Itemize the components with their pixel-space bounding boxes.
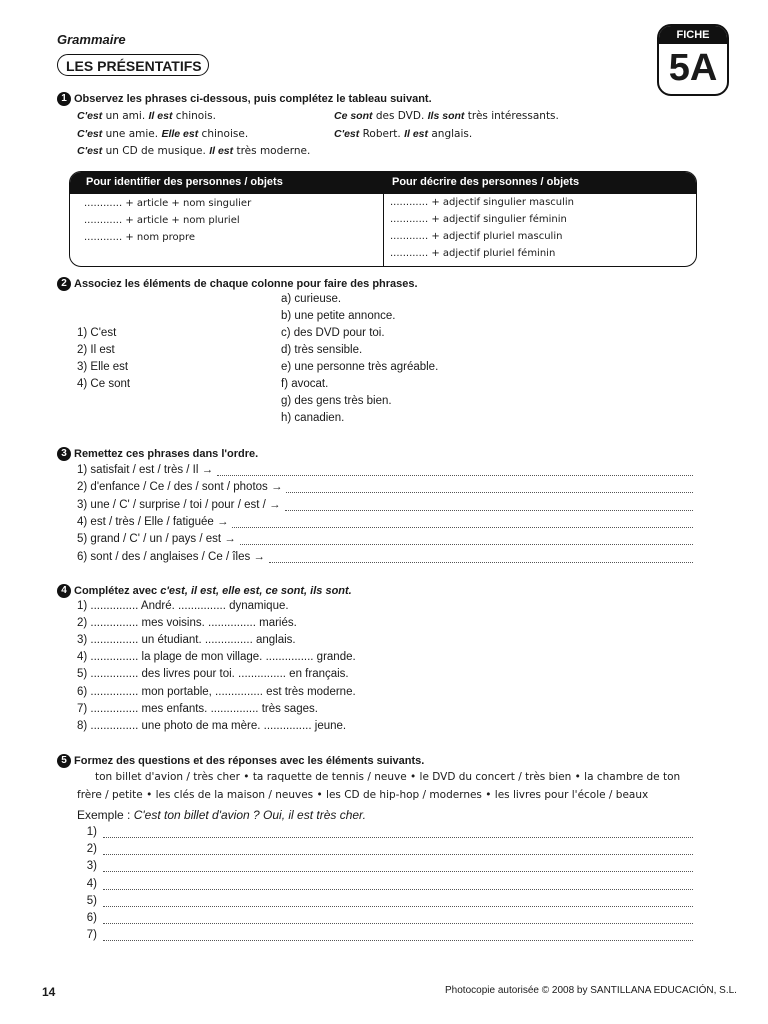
example-text: très moderne.	[233, 145, 311, 157]
answer-line	[103, 843, 693, 855]
example-keyword: C'est	[334, 127, 360, 140]
answer-line	[269, 551, 693, 563]
fill-item: 3) ............... un étudiant. ............... anglais.	[77, 634, 296, 647]
answer-item	[77, 843, 693, 855]
fill-item: 4) ............... la plage de mon village. ............... grande.	[77, 651, 356, 664]
example-text: Robert.	[359, 127, 405, 140]
answer-number: 6)	[86, 912, 97, 924]
ex4-instruction-text: Complétez avec	[74, 585, 161, 597]
table-header	[70, 172, 696, 194]
example-text: chinoise.	[198, 127, 249, 140]
example-text: très intéressants.	[464, 110, 559, 122]
order-words: 3) une / C' / surprise / toi / pour / est / →	[77, 498, 281, 511]
answer-item	[77, 912, 693, 924]
ex5-example-label: Exemple :	[77, 808, 134, 822]
page-number: 14	[42, 985, 56, 999]
ex5-elements-line2: frère / petite • les clés de la maison / neuves • les CD de hip-hop / modernes • les livres pour l'école / beaux	[77, 789, 649, 801]
table-cell: ............ + adjectif pluriel féminin	[390, 248, 556, 259]
page-title: LES PRÉSENTATIFS	[57, 54, 209, 76]
completion-item: b) une petite annonce.	[281, 310, 396, 322]
example-text: chinois.	[172, 110, 216, 122]
completion-item: g) des gens très bien.	[281, 395, 392, 407]
answer-number: 7)	[86, 929, 97, 942]
table-cell: ............ + adjectif pluriel masculin	[390, 231, 563, 242]
completion-item: c) des DVD pour toi.	[281, 327, 385, 339]
example-keyword: Ils sont	[427, 110, 465, 122]
example-keyword: C'est	[77, 145, 103, 157]
order-item	[77, 516, 693, 528]
example-sentence	[77, 128, 310, 146]
answer-line	[103, 929, 693, 941]
example-keyword: C'est	[77, 127, 103, 140]
order-words: 2) d'enfance / Ce / des / sont / photos →	[77, 481, 283, 494]
order-words: 4) est / très / Elle / fatiguée →	[77, 515, 229, 528]
order-item	[77, 533, 693, 545]
example-sentence	[334, 128, 559, 146]
example-keyword: Il est	[148, 110, 173, 122]
example-text: anglais.	[428, 127, 473, 140]
ex1-table	[69, 171, 697, 267]
fill-item: 6) ............... mon portable, ............... est très moderne.	[77, 685, 356, 698]
example-keyword: Ce sont	[334, 110, 373, 122]
example-sentence	[77, 145, 310, 163]
answer-line	[285, 499, 693, 511]
fill-item: 7) ............... mes enfants. ............... très sages.	[77, 702, 318, 715]
example-keyword: Elle est	[161, 127, 199, 140]
answer-item	[77, 826, 693, 838]
answer-line	[286, 481, 693, 493]
ex2-instruction	[57, 277, 418, 291]
ex1-instruction-text: Observez les phrases ci-dessous, puis complétez le tableau suivant.	[74, 93, 432, 105]
answer-number: 4)	[86, 877, 97, 890]
answer-item	[77, 860, 693, 872]
completion-item: h) canadien.	[281, 412, 345, 424]
ex3-instruction-text: Remettez ces phrases dans l'ordre.	[74, 448, 259, 460]
ex1-examples-right	[334, 110, 559, 145]
example-text: un CD de musique.	[102, 145, 210, 157]
answer-number: 5)	[86, 894, 97, 907]
ex5-elements-line1: ton billet d'avion / très cher • ta raquette de tennis / neuve • le DVD du concert / très bien • la chambre de ton	[95, 771, 681, 783]
ex5-instruction-text: Formez des questions et des réponses avec les éléments suivants.	[74, 755, 425, 767]
answer-item	[77, 895, 693, 907]
subject-item: 2) Il est	[77, 344, 115, 356]
example-keyword: C'est	[77, 110, 103, 122]
order-words: 1) satisfait / est / très / Il →	[77, 464, 214, 476]
fiche-badge	[657, 24, 729, 96]
order-item	[77, 481, 693, 493]
example-sentence	[334, 110, 559, 128]
ex5-example-text: C'est ton billet d'avion ? Oui, il est très cher.	[133, 808, 366, 822]
copyright: Photocopie autorisée © 2008 by SANTILLANA EDUCACIÓN, S.L.	[445, 985, 737, 996]
answer-line	[232, 516, 693, 528]
ex5-example	[77, 808, 366, 822]
fill-item: 8) ............... une photo de ma mère. ............... jeune.	[77, 719, 347, 732]
ex1-number: 1	[57, 92, 71, 106]
order-words: 6) sont / des / anglaises / Ce / îles →	[77, 550, 265, 563]
example-keyword: Il est	[209, 145, 234, 157]
ex4-instruction-options: c'est, il est, elle est, ce sont, ils sont.	[160, 585, 352, 597]
answer-item	[77, 878, 693, 890]
example-keyword: Il est	[404, 127, 429, 140]
answer-number: 1)	[86, 826, 97, 838]
subject-item: 1) C'est	[77, 327, 117, 339]
answer-item	[77, 929, 693, 941]
ex2-number: 2	[57, 277, 71, 291]
table-cell: ............ + adjectif singulier féminin	[390, 214, 567, 225]
completion-item: a) curieuse.	[281, 293, 342, 305]
completion-item: f) avocat.	[281, 378, 329, 390]
order-item	[77, 551, 693, 563]
table-col2-header: Pour décrire des personnes / objets	[392, 176, 580, 188]
table-cell: ............ + nom propre	[84, 232, 196, 243]
answer-number: 2)	[86, 843, 97, 856]
ex4-instruction	[57, 584, 352, 598]
answer-number: 3)	[86, 860, 97, 873]
ex1-examples-left	[77, 110, 310, 163]
order-words: 5) grand / C' / un / pays / est →	[77, 533, 236, 546]
answer-line	[103, 895, 693, 907]
subject-item: 4) Ce sont	[77, 378, 131, 390]
answer-line	[103, 912, 693, 924]
order-item	[77, 499, 693, 511]
ex2-instruction-text: Associez les éléments de chaque colonne pour faire des phrases.	[74, 278, 418, 290]
answer-line	[240, 533, 693, 545]
example-sentence	[77, 110, 310, 128]
fill-item: 5) ............... des livres pour toi. ............... en français.	[77, 668, 349, 681]
table-divider	[383, 194, 384, 266]
answer-line	[103, 878, 693, 890]
ex3-number: 3	[57, 447, 71, 461]
answer-line	[217, 464, 693, 476]
table-cell: ............ + adjectif singulier masculin	[390, 197, 575, 208]
completion-item: e) une personne très agréable.	[281, 361, 439, 373]
subject-item: 3) Elle est	[77, 361, 129, 373]
fiche-number: 5A	[668, 47, 718, 89]
ex5-instruction	[57, 754, 424, 768]
category-label: Grammaire	[57, 32, 126, 47]
example-text: un ami.	[102, 110, 149, 122]
answer-line	[103, 826, 693, 838]
order-item	[77, 464, 693, 476]
example-text: une amie.	[102, 127, 162, 140]
completion-item: d) très sensible.	[281, 344, 363, 356]
table-col1-header: Pour identifier des personnes / objets	[86, 176, 283, 188]
ex5-number: 5	[57, 754, 71, 768]
answer-line	[103, 860, 693, 872]
ex1-instruction	[57, 92, 432, 106]
table-cell: ............ + article + nom pluriel	[84, 215, 240, 226]
fill-item: 1) ............... André. ............... dynamique.	[77, 600, 289, 612]
table-cell: ............ + article + nom singulier	[84, 198, 252, 209]
ex3-instruction	[57, 447, 258, 461]
ex4-number: 4	[57, 584, 71, 598]
fill-item: 2) ............... mes voisins. ............... mariés.	[77, 617, 297, 630]
example-text: des DVD.	[372, 110, 428, 122]
fiche-label: FICHE	[659, 26, 727, 44]
